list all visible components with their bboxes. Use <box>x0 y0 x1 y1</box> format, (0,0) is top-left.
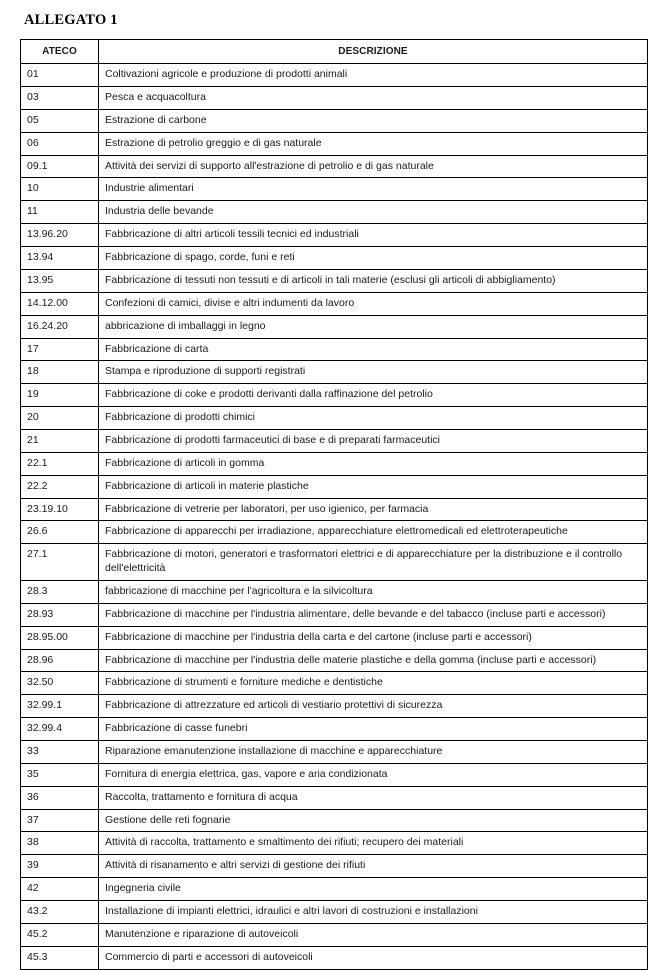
cell-ateco-description: abbricazione di imballaggi in legno <box>99 315 648 338</box>
cell-ateco-code: 28.3 <box>21 580 99 603</box>
cell-ateco-description: Commercio di parti e accessori di autoveicoli <box>99 946 648 969</box>
cell-ateco-description: Estrazione di petrolio greggio e di gas naturale <box>99 132 648 155</box>
table-row <box>21 292 648 315</box>
cell-ateco-description: Fabbricazione di casse funebri <box>99 718 648 741</box>
table-row <box>21 338 648 361</box>
table-row <box>21 109 648 132</box>
cell-ateco-code: 03 <box>21 87 99 110</box>
cell-ateco-description: Pesca e acquacoltura <box>99 87 648 110</box>
page-title: ALLEGATO 1 <box>24 12 118 28</box>
cell-ateco-description: Fornitura di energia elettrica, gas, vapore e aria condizionata <box>99 763 648 786</box>
cell-ateco-description: Raccolta, trattamento e fornitura di acqua <box>99 786 648 809</box>
cell-ateco-code: 22.1 <box>21 452 99 475</box>
cell-ateco-description: Attività di raccolta, trattamento e smaltimento dei rifiuti; recupero dei materiali <box>99 832 648 855</box>
cell-ateco-description: Confezioni di camici, divise e altri indumenti da lavoro <box>99 292 648 315</box>
cell-ateco-code: 13.95 <box>21 269 99 292</box>
cell-ateco-description: Fabbricazione di spago, corde, funi e reti <box>99 247 648 270</box>
cell-ateco-description: Industria delle bevande <box>99 201 648 224</box>
table-row <box>21 429 648 452</box>
cell-ateco-description: fabbricazione di macchine per l'agricoltura e la silvicoltura <box>99 580 648 603</box>
cell-ateco-description: Fabbricazione di coke e prodotti derivanti dalla raffinazione del petrolio <box>99 384 648 407</box>
table-row <box>21 855 648 878</box>
table-row <box>21 178 648 201</box>
cell-ateco-code: 27.1 <box>21 544 99 581</box>
table-row <box>21 315 648 338</box>
cell-ateco-code: 19 <box>21 384 99 407</box>
cell-ateco-description: Fabbricazione di prodotti farmaceutici di base e di preparati farmaceutici <box>99 429 648 452</box>
cell-ateco-code: 17 <box>21 338 99 361</box>
table-row <box>21 580 648 603</box>
table-row <box>21 626 648 649</box>
table-row <box>21 832 648 855</box>
cell-ateco-code: 43.2 <box>21 900 99 923</box>
cell-ateco-code: 26.6 <box>21 521 99 544</box>
table-row <box>21 155 648 178</box>
cell-ateco-code: 28.93 <box>21 603 99 626</box>
cell-ateco-code: 21 <box>21 429 99 452</box>
cell-ateco-code: 36 <box>21 786 99 809</box>
cell-ateco-description: Attività dei servizi di supporto all'estrazione di petrolio e di gas naturale <box>99 155 648 178</box>
column-header-description: DESCRIZIONE <box>99 40 648 64</box>
cell-ateco-description: Fabbricazione di articoli in materie plastiche <box>99 475 648 498</box>
table-row <box>21 900 648 923</box>
cell-ateco-code: 09.1 <box>21 155 99 178</box>
cell-ateco-code: 01 <box>21 64 99 87</box>
cell-ateco-description: Coltivazioni agricole e produzione di prodotti animali <box>99 64 648 87</box>
cell-ateco-description: Fabbricazione di altri articoli tessili tecnici ed industriali <box>99 224 648 247</box>
cell-ateco-code: 32.99.1 <box>21 695 99 718</box>
cell-ateco-code: 28.95.00 <box>21 626 99 649</box>
cell-ateco-code: 45.3 <box>21 946 99 969</box>
table-row <box>21 809 648 832</box>
table-row <box>21 201 648 224</box>
table-row <box>21 361 648 384</box>
cell-ateco-description: Fabbricazione di motori, generatori e trasformatori elettrici e di apparecchiature per la distribuzione e il controllo dell'elettricità <box>99 544 648 581</box>
table-row <box>21 132 648 155</box>
table-row <box>21 475 648 498</box>
cell-ateco-description: Installazione di impianti elettrici, idraulici e altri lavori di costruzioni e installazioni <box>99 900 648 923</box>
table-row <box>21 498 648 521</box>
cell-ateco-description: Fabbricazione di macchine per l'industria della carta e del cartone (incluse parti e accessori) <box>99 626 648 649</box>
cell-ateco-code: 18 <box>21 361 99 384</box>
cell-ateco-code: 13.96.20 <box>21 224 99 247</box>
cell-ateco-description: Estrazione di carbone <box>99 109 648 132</box>
cell-ateco-code: 33 <box>21 740 99 763</box>
cell-ateco-code: 20 <box>21 407 99 430</box>
table-body <box>21 64 648 969</box>
cell-ateco-code: 11 <box>21 201 99 224</box>
cell-ateco-description: Ingegneria civile <box>99 878 648 901</box>
table-row <box>21 544 648 581</box>
table-row <box>21 384 648 407</box>
cell-ateco-description: Fabbricazione di carta <box>99 338 648 361</box>
table-row <box>21 878 648 901</box>
table-row <box>21 269 648 292</box>
table-row <box>21 407 648 430</box>
cell-ateco-code: 06 <box>21 132 99 155</box>
table-row <box>21 603 648 626</box>
cell-ateco-code: 39 <box>21 855 99 878</box>
cell-ateco-description: Riparazione emanutenzione installazione di macchine e apparecchiature <box>99 740 648 763</box>
cell-ateco-code: 37 <box>21 809 99 832</box>
table-row <box>21 740 648 763</box>
cell-ateco-description: Attività di risanamento e altri servizi di gestione dei rifiuti <box>99 855 648 878</box>
cell-ateco-description: Fabbricazione di macchine per l'industria delle materie plastiche e della gomma (incluse parti e accessori) <box>99 649 648 672</box>
table-row <box>21 649 648 672</box>
table-row <box>21 672 648 695</box>
table-row <box>21 923 648 946</box>
table-row <box>21 695 648 718</box>
cell-ateco-code: 38 <box>21 832 99 855</box>
cell-ateco-description: Fabbricazione di prodotti chimici <box>99 407 648 430</box>
cell-ateco-code: 42 <box>21 878 99 901</box>
table-row <box>21 64 648 87</box>
cell-ateco-description: Fabbricazione di tessuti non tessuti e di articoli in tali materie (esclusi gli articoli di abbigliamento) <box>99 269 648 292</box>
cell-ateco-description: Fabbricazione di strumenti e forniture mediche e dentistiche <box>99 672 648 695</box>
table-row <box>21 224 648 247</box>
cell-ateco-description: Fabbricazione di articoli in gomma <box>99 452 648 475</box>
cell-ateco-code: 10 <box>21 178 99 201</box>
cell-ateco-code: 13.94 <box>21 247 99 270</box>
column-header-code: ATECO <box>21 40 99 64</box>
cell-ateco-code: 05 <box>21 109 99 132</box>
cell-ateco-description: Fabbricazione di apparecchi per irradiazione, apparecchiature elettromedicali ed elettroterapeutiche <box>99 521 648 544</box>
cell-ateco-description: Industrie alimentari <box>99 178 648 201</box>
cell-ateco-code: 16.24.20 <box>21 315 99 338</box>
table-row <box>21 946 648 969</box>
cell-ateco-description: Stampa e riproduzione di supporti registrati <box>99 361 648 384</box>
table-header-row <box>21 40 648 64</box>
cell-ateco-description: Gestione delle reti fognarie <box>99 809 648 832</box>
cell-ateco-description: Manutenzione e riparazione di autoveicoli <box>99 923 648 946</box>
cell-ateco-code: 22.2 <box>21 475 99 498</box>
table-row <box>21 521 648 544</box>
cell-ateco-code: 28.96 <box>21 649 99 672</box>
cell-ateco-code: 14.12.00 <box>21 292 99 315</box>
table-row <box>21 763 648 786</box>
table-row <box>21 247 648 270</box>
table-row <box>21 452 648 475</box>
cell-ateco-description: Fabbricazione di vetrerie per laboratori, per uso igienico, per farmacia <box>99 498 648 521</box>
cell-ateco-code: 23.19.10 <box>21 498 99 521</box>
table-row <box>21 87 648 110</box>
table-row <box>21 786 648 809</box>
ateco-table <box>20 39 648 970</box>
cell-ateco-code: 45.2 <box>21 923 99 946</box>
table-row <box>21 718 648 741</box>
cell-ateco-description: Fabbricazione di attrezzature ed articoli di vestiario protettivi di sicurezza <box>99 695 648 718</box>
cell-ateco-description: Fabbricazione di macchine per l'industria alimentare, delle bevande e del tabacco (incluse parti e accessori) <box>99 603 648 626</box>
cell-ateco-code: 35 <box>21 763 99 786</box>
cell-ateco-code: 32.99.4 <box>21 718 99 741</box>
cell-ateco-code: 32.50 <box>21 672 99 695</box>
